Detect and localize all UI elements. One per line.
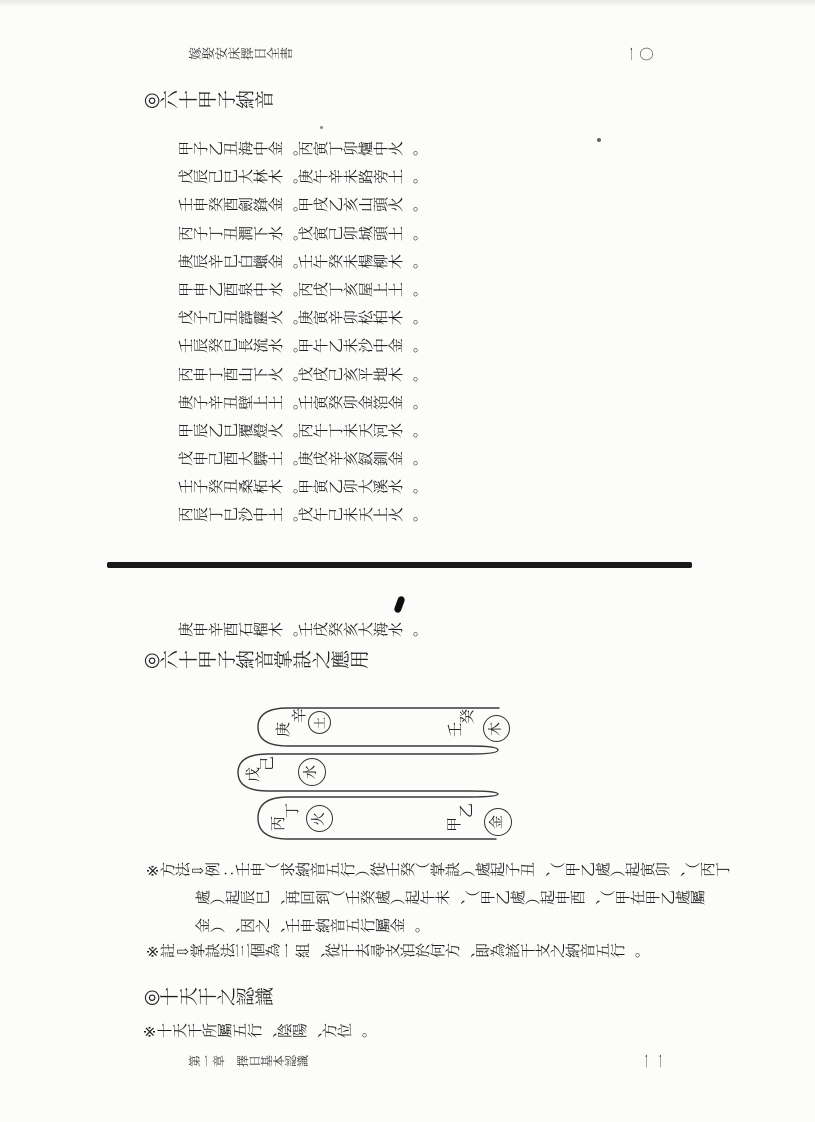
- jiazi-line: 壬子癸丑桑柘木。甲寅乙卯大溪水。: [179, 479, 420, 495]
- finger1-stem-geng: 庚: [276, 721, 292, 737]
- jiazi-line: 戊辰己巳大林木。庚午辛未路旁土。: [179, 169, 420, 185]
- finger1-stem-xin: 辛: [292, 707, 308, 723]
- jiazi-line: 丙申丁酉山下火。戊戌己亥平地木。: [179, 366, 420, 382]
- jiazi-line: 甲辰乙巳覆燈火。丙午丁未天河水。: [179, 422, 420, 438]
- speck: [597, 138, 601, 142]
- element-circle-metal: 金: [484, 808, 512, 836]
- jiazi-line: 甲申乙酉泉中水。丙戌丁亥屋上土。: [179, 281, 420, 297]
- method-note-line-3: 金）、因之、壬申納音五行屬金。: [196, 916, 422, 933]
- page-number-top: 一〇: [627, 41, 656, 61]
- jiazi-line: 丙子丁丑澗下水。戊寅己卯城頭土。: [179, 225, 420, 241]
- finger3-stem-jia: 甲: [447, 816, 463, 832]
- finger2-stem-ji: 己: [260, 755, 276, 771]
- running-head-book-title: 嫁娶安床擇日全書: [188, 43, 294, 60]
- jiazi-line: 戊子己丑霹靂火。庚寅辛卯松柏木。: [179, 310, 420, 326]
- element-circle-earth: 土: [308, 711, 331, 734]
- finger1-stem-ren: 壬: [448, 721, 464, 737]
- annotation-note-line: ※註⇩掌訣法三個為一組、從干去尋支泊於何方、即為該干支之納音五行。: [146, 942, 642, 958]
- page-separator-line: [107, 562, 692, 568]
- finger3-stem-yi: 乙: [459, 802, 475, 818]
- palm-mnemonic-diagram: [230, 698, 522, 850]
- jiazi-continuation-line: 庚申辛酉石榴木。壬戌癸亥大海水。: [179, 621, 420, 637]
- finger1-stem-gui: 癸: [460, 708, 476, 724]
- finger3-stem-ding: 丁: [285, 802, 301, 818]
- ink-blot: [393, 595, 405, 613]
- speck: [320, 126, 323, 129]
- method-note-line-1: ※方法⇩例：壬申（求納音五行）從壬癸（掌訣）處起子丑、（甲乙處）起寅卯、（丙丁: [146, 861, 732, 877]
- element-circle-fire: 火: [306, 805, 333, 832]
- section-title-palm-application: ◎六十甲子納音掌訣之應用: [141, 648, 371, 669]
- jiazi-line: 壬辰癸巳長流水。甲午乙未沙中金。: [179, 338, 420, 354]
- jiazi-nayin-table: [180, 134, 420, 529]
- jiazi-line: 壬申癸酉劍鋒金。甲戌乙亥山頭火。: [179, 197, 420, 213]
- method-note-line-2: 處）起辰巳、再回到（壬癸處）起午未、（甲乙處）起申酉、（甲在甲乙處屬: [196, 888, 707, 905]
- jiazi-line: 庚子辛丑壁上土。壬寅癸卯金箔金。: [179, 394, 420, 410]
- chapter-footer: 第一章 擇日基本認識: [188, 1053, 310, 1067]
- element-circle-wood: 木: [483, 715, 510, 742]
- jiazi-line: 丙辰丁巳沙中土。戊午己未天上火。: [179, 507, 420, 523]
- section-title-nayin: ◎六十甲子納音: [141, 85, 276, 109]
- page-number-bottom: 一一: [642, 1048, 671, 1068]
- finger3-stem-bing: 丙: [271, 815, 287, 831]
- jiazi-line: 庚辰辛巳白蠟金。壬午癸未楊柳木。: [179, 253, 420, 269]
- jiazi-line: 甲子乙丑海中金。丙寅丁卯爐中火。: [179, 140, 420, 156]
- ten-stems-note: ※十天干所屬五行、陰陽、方位。: [143, 1018, 369, 1038]
- element-circle-water: 水: [298, 758, 326, 786]
- jiazi-line: 戊申己酉大驛土。庚戌辛亥釵釧金。: [179, 451, 420, 467]
- section-title-ten-stems: ◎十天干之認識: [141, 984, 276, 1006]
- finger2-stem-wu: 戊: [246, 766, 262, 782]
